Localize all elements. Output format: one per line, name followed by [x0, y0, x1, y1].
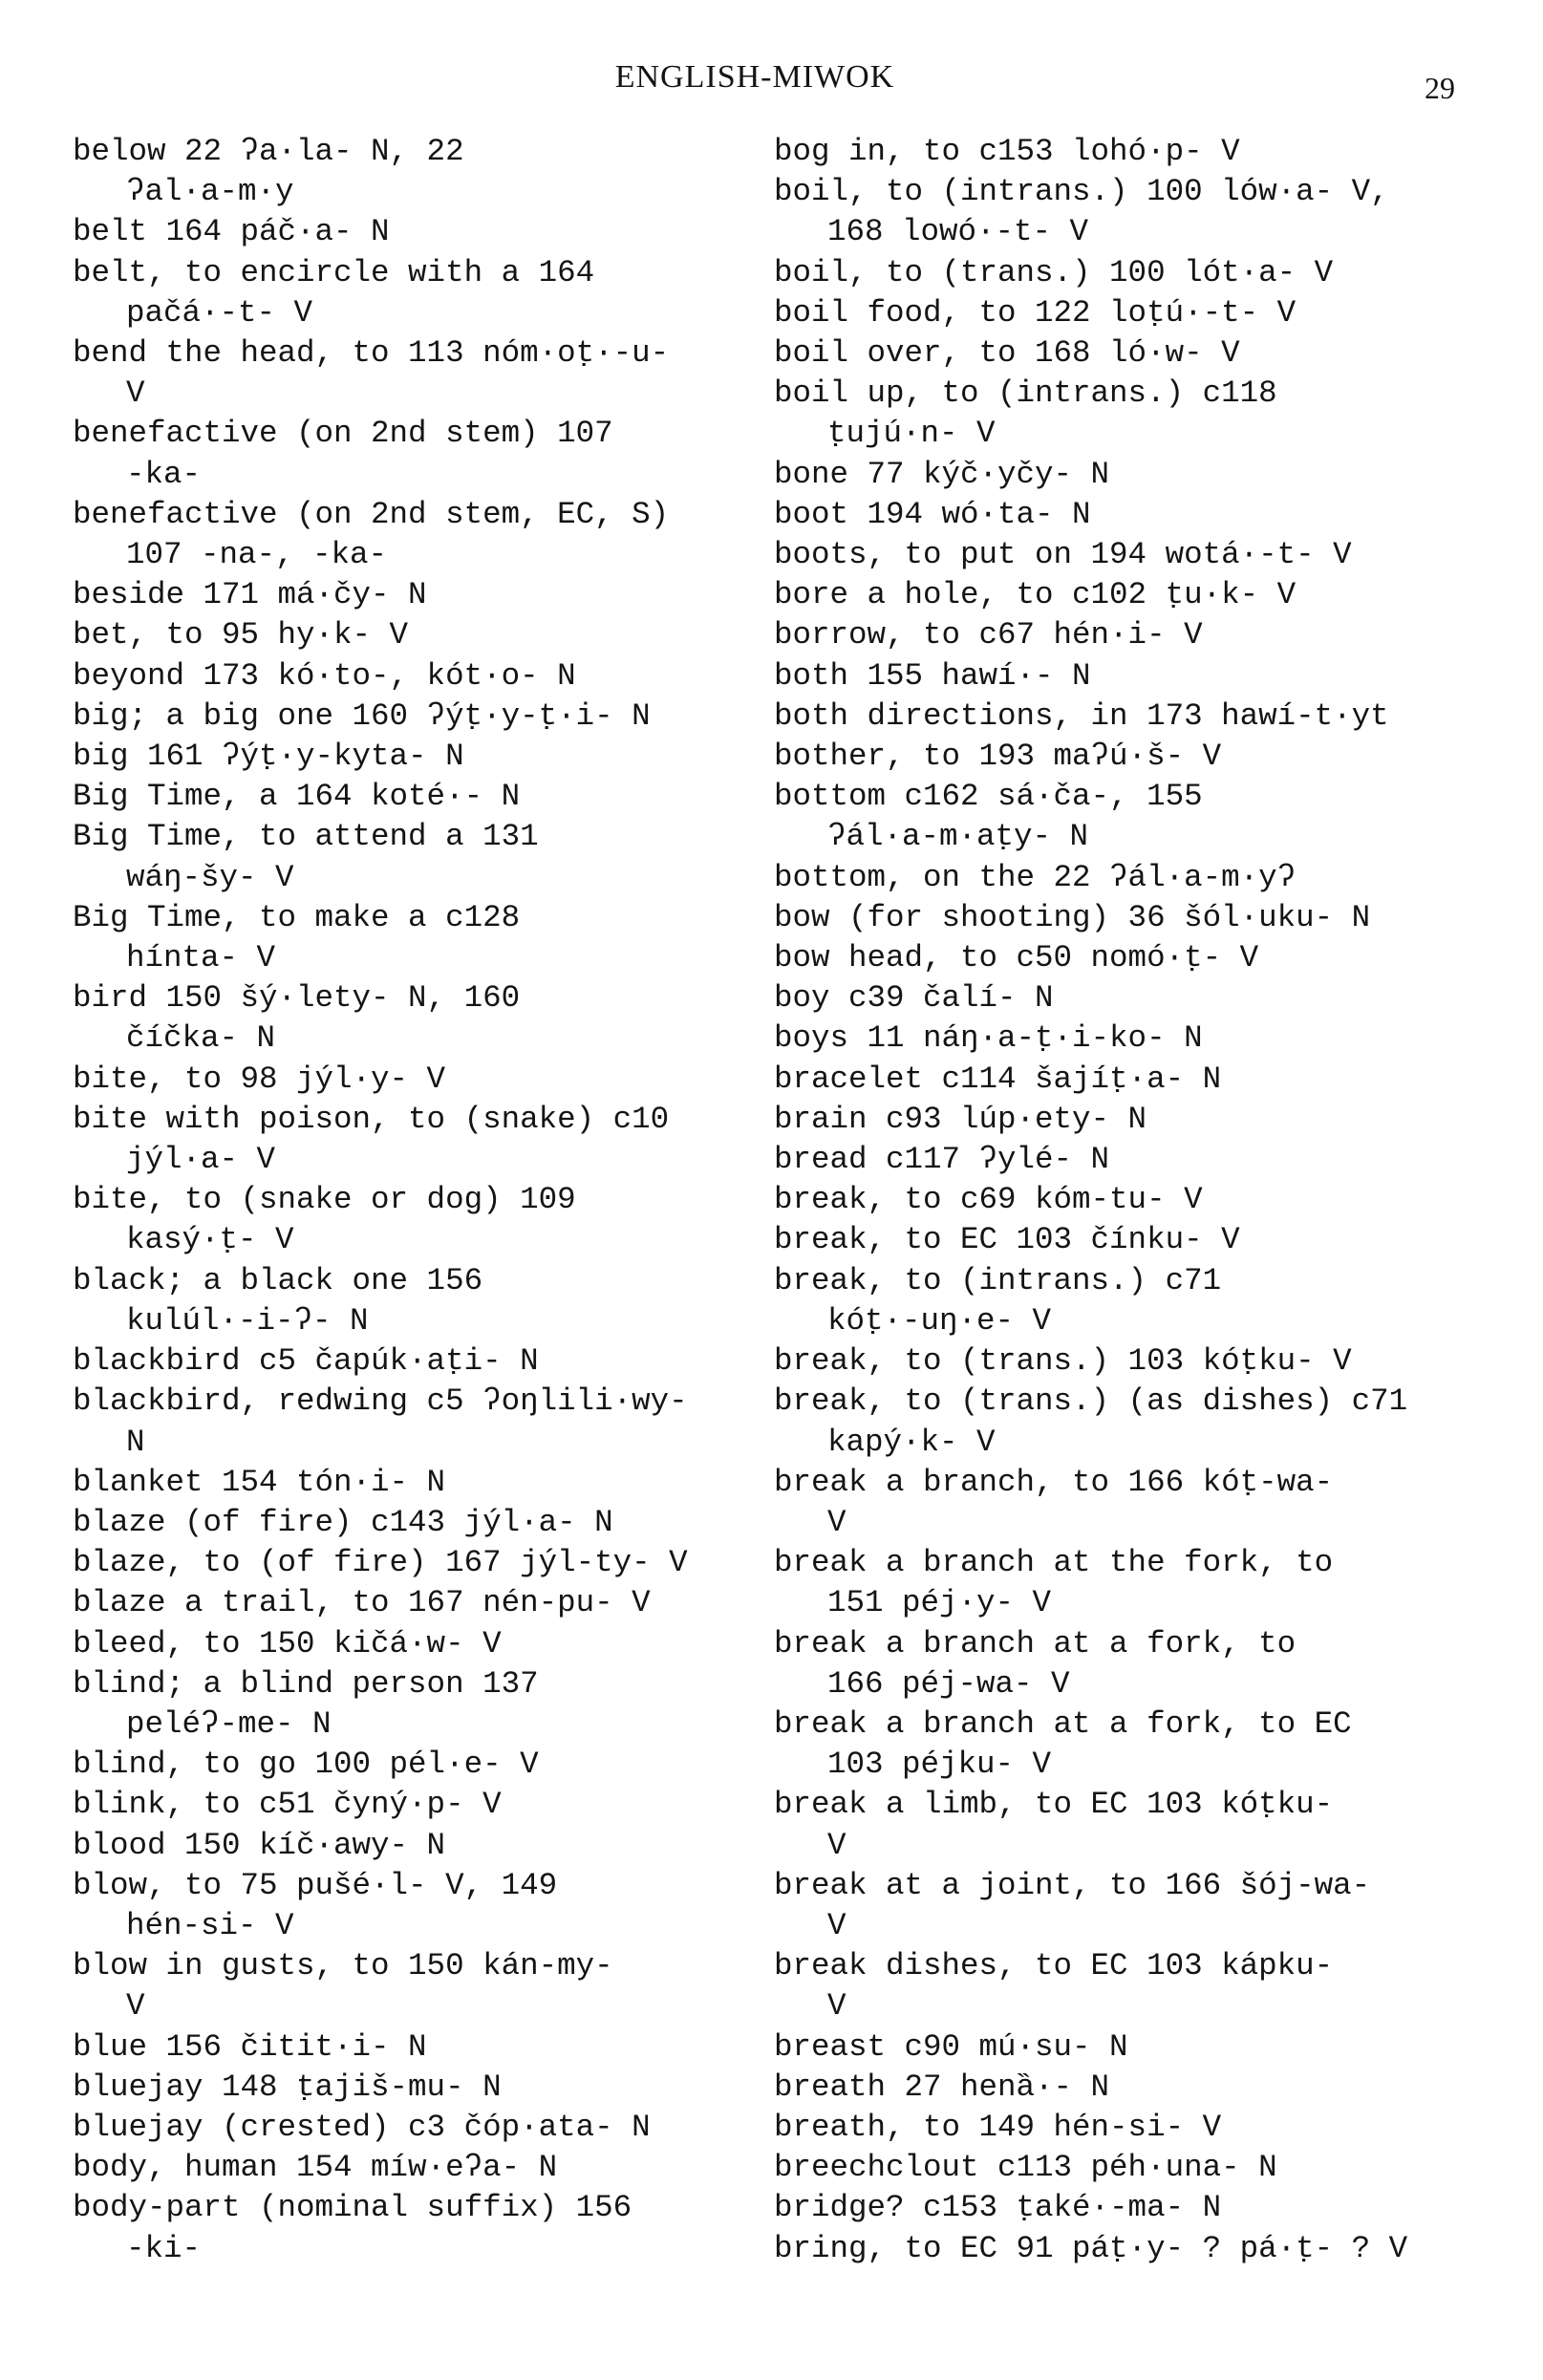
running-title: ENGLISH-MIWOK: [614, 59, 895, 95]
dictionary-entry: bridge? c153 ṭaké·-ma- N: [774, 2190, 1222, 2226]
dictionary-entry: benefactive (on 2nd stem, EC, S) 107 -na-, -ka-: [73, 496, 670, 573]
dictionary-entry: bet, to 95 hy·k- V: [73, 617, 409, 654]
dictionary-entry: blanket 154 tón·i- N: [73, 1464, 446, 1500]
dictionary-entry: boil food, to 122 loṭú·-t- V: [774, 294, 1297, 331]
dictionary-entry: bottom c162 sá·ča-, 155 ʔál·a-m·aṭy- N: [774, 779, 1203, 855]
dictionary-entry: blood 150 kíč·awy- N: [73, 1827, 446, 1863]
dictionary-entry: blue 156 čitit·i- N: [73, 2028, 427, 2065]
dictionary-entry: break a branch at a fork, to 166 péj-wa- V: [774, 1625, 1297, 1702]
dictionary-entry: bluejay 148 ṭajiš-mu- N: [73, 2069, 502, 2105]
dictionary-entry: break a limb, to EC 103 kóṭku- V: [774, 1787, 1334, 1863]
dictionary-entry: belt, to encircle with a 164 pačá·-t- V: [73, 254, 595, 331]
dictionary-entry: boil, to (intrans.) 100 lów·a- V, 168 lowó·-t- V: [774, 174, 1389, 250]
dictionary-entry: blink, to c51 čyný·p- V: [73, 1787, 502, 1823]
dictionary-entry: big 161 ʔýṭ·y-kyta- N: [73, 739, 464, 775]
dictionary-entry: beside 171 má·čy- N: [73, 577, 427, 613]
dictionary-entry: blow in gusts, to 150 kán-my- V: [73, 1948, 613, 2025]
dictionary-entry: bog in, to c153 lohó·p- V: [774, 134, 1240, 169]
dictionary-entry: blaze (of fire) c143 jýl·a- N: [73, 1504, 613, 1540]
dictionary-entry: boil, to (trans.) 100 lót·a- V: [774, 254, 1334, 290]
dictionary-entry: bread c117 ʔylé- N: [774, 1142, 1110, 1178]
dictionary-entry: black; a black one 156 kulúl·-i-ʔ- N: [73, 1262, 483, 1339]
page-number: 29: [1425, 71, 1455, 105]
dictionary-entry: breechclout c113 péh·una- N: [774, 2150, 1277, 2186]
dictionary-entry: blind; a blind person 137 peléʔ-me- N: [73, 1665, 539, 1742]
dictionary-entry: boys 11 náŋ·a-ṭ·i-ko- N: [774, 1020, 1203, 1057]
dictionary-entry: bring, to EC 91 páṭ·y- ? pá·ṭ- ? V: [774, 2230, 1408, 2266]
dictionary-entry: break, to c69 kóm-tu- V: [774, 1182, 1203, 1218]
dictionary-entry: break a branch, to 166 kóṭ-wa- V: [774, 1464, 1334, 1540]
dictionary-entry: Big Time, a 164 koté·- N: [73, 779, 521, 815]
dictionary-entry: blackbird, redwing c5 ʔoŋlili·wy- N: [73, 1383, 688, 1460]
dictionary-entry: both directions, in 173 hawí-t·yt: [774, 697, 1389, 734]
dictionary-entry: boy c39 čalí- N: [774, 980, 1054, 1017]
dictionary-entry: brain c93 lúp·ety- N: [774, 1101, 1147, 1137]
dictionary-entry: boil up, to (intrans.) c118 ṭujú·n- V: [774, 375, 1277, 452]
dictionary-entry: breath 27 henȁ·- N: [774, 2069, 1110, 2105]
dictionary-entry: both 155 hawí·- N: [774, 657, 1091, 694]
right-column: [774, 132, 1443, 2269]
dictionary-entry: bite, to (snake or dog) 109 kasý·ṭ- V: [73, 1182, 576, 1258]
dictionary-entry: bow (for shooting) 36 šól·uku- N: [774, 899, 1371, 935]
dictionary-entry: break at a joint, to 166 šój-wa- V: [774, 1867, 1371, 1943]
dictionary-entry: break, to EC 103 čínku- V: [774, 1222, 1240, 1258]
dictionary-entry: blaze, to (of fire) 167 jýl-ty- V: [73, 1545, 688, 1581]
dictionary-entry: benefactive (on 2nd stem) 107 -ka-: [73, 416, 613, 492]
dictionary-entry: bluejay (crested) c3 čóp·ata- N: [73, 2109, 651, 2145]
dictionary-entry: Big Time, to make a c128 hínta- V: [73, 899, 521, 976]
page-header: [0, 59, 1543, 107]
dictionary-entry: bother, to 193 maʔú·š- V: [774, 739, 1222, 775]
dictionary-entry: break, to (trans.) 103 kóṭku- V: [774, 1343, 1352, 1380]
dictionary-entry: bleed, to 150 kičá·w- V: [73, 1625, 502, 1662]
dictionary-entry: break a branch at a fork, to EC 103 péjku- V: [774, 1705, 1352, 1783]
left-column: [73, 132, 732, 2269]
dictionary-entry: breast c90 mú·su- N: [774, 2028, 1128, 2065]
dictionary-entry: bird 150 šý·lety- N, 160 číčka- N: [73, 980, 521, 1057]
dictionary-entry: body-part (nominal suffix) 156 -ki-: [73, 2190, 632, 2266]
dictionary-entry: break a branch at the fork, to 151 péj·y- V: [774, 1545, 1334, 1621]
dictionary-entry: bottom, on the 22 ʔál·a-m·yʔ: [774, 859, 1297, 895]
dictionary-entry: break dishes, to EC 103 kápku- V: [774, 1948, 1334, 2025]
dictionary-entry: break, to (trans.) (as dishes) c71 kapý·k- V: [774, 1383, 1408, 1460]
dictionary-entry: boot 194 wó·ta- N: [774, 496, 1091, 532]
dictionary-entry: bracelet c114 šajíṭ·a- N: [774, 1061, 1222, 1097]
dictionary-entry: bend the head, to 113 nóm·oṭ·-u- V: [73, 335, 670, 412]
dictionary-entry: bone 77 kýč·yčy- N: [774, 456, 1110, 492]
dictionary-entry: body, human 154 míw·eʔa- N: [73, 2150, 558, 2186]
dictionary-entry: blind, to go 100 pél·e- V: [73, 1747, 539, 1783]
dictionary-entry: bore a hole, to c102 ṭu·k- V: [774, 577, 1297, 613]
dictionary-entry: bite with poison, to (snake) c10 jýl·a- V: [73, 1101, 670, 1178]
dictionary-entry: blow, to 75 pušé·l- V, 149 hén-si- V: [73, 1867, 558, 1943]
dictionary-entry: Big Time, to attend a 131 wáŋ-šy- V: [73, 819, 539, 895]
dictionary-entry: borrow, to c67 hén·i- V: [774, 617, 1203, 654]
dictionary-entry: boil over, to 168 ló·w- V: [774, 335, 1240, 372]
dictionary-entry: break, to (intrans.) c71 kóṭ·-uŋ·e- V: [774, 1262, 1222, 1339]
dictionary-entry: boots, to put on 194 wotá·-t- V: [774, 537, 1352, 573]
dictionary-entry: breath, to 149 hén-si- V: [774, 2109, 1222, 2145]
dictionary-entry: big; a big one 160 ʔýṭ·y-ṭ·i- N: [73, 697, 651, 734]
dictionary-entry: blackbird c5 čapúk·aṭi- N: [73, 1343, 539, 1380]
dictionary-entry: belt 164 páč·a- N: [73, 214, 390, 250]
dictionary-entry: bow head, to c50 nomó·ṭ- V: [774, 940, 1259, 976]
dictionary-entry: blaze a trail, to 167 nén-pu- V: [73, 1585, 651, 1621]
dictionary-entry: bite, to 98 jýl·y- V: [73, 1061, 446, 1097]
dictionary-entry: beyond 173 kó·to-, kót·o- N: [73, 657, 576, 694]
dictionary-entry: below 22 ʔa·la- N, 22 ʔal·a-m·y: [73, 134, 464, 210]
